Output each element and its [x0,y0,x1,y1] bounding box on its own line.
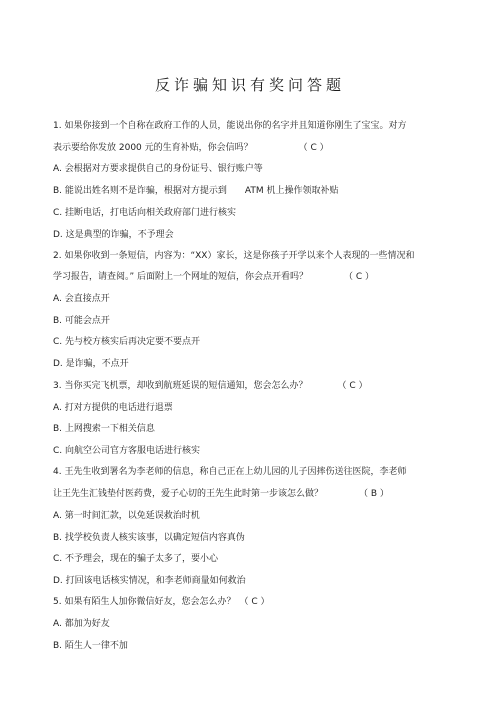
question-4-line-2: 让王先生汇钱垫付医药费，爱子心切的王先生此时第一步该怎么做？ （ B ） [53,489,389,499]
question-3-option-b: B. 上网搜索一下相关信息 [53,424,155,434]
question-4-option-d: D. 打回该电话核实情况，和李老师商量如何救治 [53,576,246,586]
question-2-option-a: A. 会直接点开 [53,294,110,304]
question-3-line-1: 3. 当你买完飞机票，却收到航班延误的短信通知，您会怎么办？ （ C ） [53,381,368,391]
question-2-option-b: B. 可能会点开 [53,316,110,326]
question-5-option-a: A. 都加为好友 [53,619,110,629]
question-4-option-c: C. 不予理会，现在的骗子太多了，要小心 [53,554,219,564]
question-4-option-b: B. 找学校负责人核实该事，以确定短信内容真伪 [53,533,245,543]
question-3-option-c: C. 向航空公司官方客服电话进行核实 [53,446,201,456]
question-5-line-1: 5. 如果有陌生人加你微信好友，您会怎么办？ （ C ） [53,597,270,607]
question-2-line-1: 2. 如果你收到一条短信，内容为：“XX）家长，这是你孩子开学以来个人表现的一些情况和 [53,251,415,261]
question-2-line-2: 学习报告，请查阅。” 后面附上一个网址的短信，你会点开看吗？ （ C ） [53,272,375,282]
question-1-line-1: 1. 如果你接到一个自称在政府工作的人员，能说出你的名字并且知道你刚生了宝宝。对方 [53,121,407,131]
question-3-option-a: A. 打对方提供的电话进行退票 [53,403,173,413]
question-4-answer: （ B ） [359,489,389,499]
question-1-option-c: C. 挂断电话，打电话向相关政府部门进行核实 [53,208,237,218]
question-1-answer: （ C ） [298,143,329,153]
question-2-answer: （ C ） [344,272,375,282]
question-2-option-c: C. 先与校方核实后再决定要不要点开 [53,337,201,347]
page-title: 反诈骗知识有奖问答题 [154,76,345,94]
question-2-option-d: D. 是诈骗，不点开 [53,359,129,369]
question-5-answer: （ C ） [239,597,270,607]
question-1-option-b: B. 能说出姓名则不是诈骗，根据对方提示到 ATM 机上操作领取补贴 [53,186,339,196]
question-4-option-a: A. 第一时间汇款，以免延误救治时机 [53,511,200,521]
question-1-option-a: A. 会根据对方要求提供自己的身份证号、银行账户等 [53,164,263,174]
question-1-option-d: D. 这是典型的诈骗，不予理会 [53,230,174,240]
question-5-option-b: B. 陌生人一律不加 [53,641,128,651]
question-4-line-1: 4. 王先生收到署名为李老师的信息，称自己正在上幼儿园的儿子因摔伤送往医院，李老师 [53,467,407,477]
question-3-answer: （ C ） [337,381,368,391]
question-1-line-2: 表示要给你发放 2000 元的生育补贴，你会信吗？ （ C ） [53,143,329,153]
